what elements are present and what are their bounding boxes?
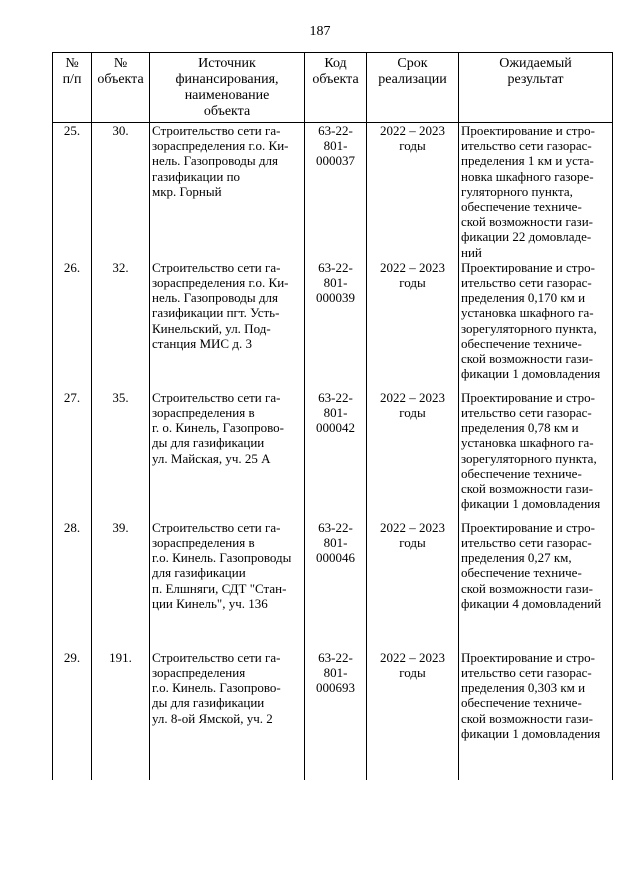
cell-line: ской возможности гази- [461, 710, 593, 726]
cell-line: пределения 1 км и уста- [461, 153, 594, 169]
cell-line: ской возможности гази- [461, 351, 593, 367]
cell-line: 000693 [316, 680, 355, 696]
cell-line: мкр. Горный [152, 183, 222, 199]
cell-line: Ожидаемый [499, 56, 572, 71]
cell-line: объекта [312, 72, 359, 87]
header-num [53, 53, 92, 123]
projects-table [52, 52, 613, 780]
object-number: 32. [92, 260, 150, 390]
cell-line: 000039 [316, 290, 355, 306]
cell-line: ды для газификации [152, 435, 265, 451]
table-row [53, 260, 613, 390]
expected-result [459, 123, 613, 260]
row-number: 29. [53, 650, 92, 780]
cell-line: зораспределения [152, 665, 246, 681]
implementation-term [367, 520, 459, 650]
expected-result [459, 650, 613, 780]
source-name [150, 390, 305, 520]
table-row [53, 390, 613, 520]
row-number: 27. [53, 390, 92, 520]
cell-line: 63-22- [318, 519, 353, 535]
row-number: 28. [53, 520, 92, 650]
cell-line: финансирования, [175, 72, 279, 87]
object-number: 39. [92, 520, 150, 650]
cell-line: станция МИС д. 3 [152, 335, 252, 351]
cell-line: 2022 – 2023 [380, 649, 445, 665]
cell-line: установка шкафного га- [461, 435, 594, 451]
cell-line: годы [399, 665, 426, 681]
row-number: 25. [53, 123, 92, 260]
cell-line: № [113, 56, 128, 71]
cell-line: Проектирование и стро- [461, 259, 595, 275]
table-row [53, 123, 613, 260]
object-code [305, 650, 367, 780]
cell-line: фикации 1 домовладения [461, 725, 601, 741]
cell-line: 63-22- [318, 389, 353, 405]
cell-line: обеспечение техниче- [461, 465, 582, 481]
cell-line: новка шкафного газоре- [461, 168, 594, 184]
row-number: 26. [53, 260, 92, 390]
object-number: 35. [92, 390, 150, 520]
cell-line: зораспределения г.о. Ки- [152, 138, 289, 154]
cell-line: ул. 8-ой Ямской, уч. 2 [152, 710, 273, 726]
cell-line: 000042 [316, 420, 355, 436]
cell-line: 63-22- [318, 123, 353, 138]
cell-line: 801- [323, 535, 348, 551]
cell-line: Строительство сети га- [152, 389, 281, 405]
cell-line: пределения 0,78 км и [461, 420, 579, 436]
cell-line: фикации 4 домовладений [461, 595, 602, 611]
cell-line: наименование [184, 88, 270, 103]
cell-line: 2022 – 2023 [380, 123, 445, 138]
cell-line: 000046 [316, 550, 355, 566]
cell-line: установка шкафного га- [461, 305, 594, 321]
object-code [305, 123, 367, 260]
implementation-term [367, 390, 459, 520]
cell-line: нель. Газопроводы для [152, 290, 278, 306]
cell-line: обеспечение техниче- [461, 565, 582, 581]
cell-line: п. Елшняги, СДТ "Стан- [152, 580, 287, 596]
cell-line: годы [399, 405, 426, 421]
cell-line: 63-22- [318, 259, 353, 275]
expected-result [459, 520, 613, 650]
table-row [53, 520, 613, 650]
cell-line: Проектирование и стро- [461, 519, 595, 535]
cell-line: ительство сети газорас- [461, 275, 592, 291]
source-name [150, 123, 305, 260]
object-code [305, 520, 367, 650]
cell-line: результат [507, 72, 564, 87]
table-row [53, 650, 613, 780]
cell-line: фикации 22 домовладе- [461, 229, 592, 245]
cell-line: Проектирование и стро- [461, 389, 595, 405]
object-code [305, 260, 367, 390]
cell-line: зораспределения г.о. Ки- [152, 275, 289, 291]
cell-line: ний [461, 244, 482, 260]
cell-line: Строительство сети га- [152, 649, 281, 665]
cell-line: 2022 – 2023 [380, 519, 445, 535]
cell-line: зорегуляторного пункта, [461, 450, 597, 466]
cell-line: реализации [378, 72, 447, 87]
cell-line: годы [399, 535, 426, 551]
cell-line: Код [324, 56, 347, 71]
cell-line: обеспечение техниче- [461, 335, 582, 351]
cell-line: ительство сети газорас- [461, 138, 592, 154]
cell-line: 801- [323, 138, 348, 154]
cell-line: ул. Майская, уч. 25 А [152, 450, 271, 466]
cell-line: пределения 0,27 км, [461, 550, 572, 566]
table-body [53, 123, 613, 780]
expected-result [459, 390, 613, 520]
header-code [305, 53, 367, 123]
cell-line: 63-22- [318, 649, 353, 665]
cell-line: ской возможности гази- [461, 481, 593, 497]
cell-line: пределения 0,170 км и [461, 290, 586, 306]
implementation-term [367, 123, 459, 260]
source-name [150, 520, 305, 650]
table-header-row [53, 53, 613, 123]
cell-line: фикации 1 домовладения [461, 366, 601, 382]
cell-line: 801- [323, 275, 348, 291]
cell-line: для газификации [152, 565, 246, 581]
object-code [305, 390, 367, 520]
cell-line: 2022 – 2023 [380, 389, 445, 405]
cell-line: ительство сети газорас- [461, 665, 592, 681]
cell-line: объекта [203, 104, 251, 119]
cell-line: п/п [62, 72, 82, 87]
cell-line: Срок [397, 56, 428, 71]
cell-line: объекта [97, 72, 144, 87]
cell-line: № [65, 56, 79, 71]
cell-line: Проектирование и стро- [461, 649, 595, 665]
cell-line: фикации 1 домовладения [461, 496, 601, 512]
cell-line: ительство сети газорас- [461, 535, 592, 551]
header-source [150, 53, 305, 123]
cell-line: 801- [323, 665, 348, 681]
cell-line: газификации пгт. Усть- [152, 305, 280, 321]
cell-line: 2022 – 2023 [380, 259, 445, 275]
cell-line: обеспечение техниче- [461, 695, 582, 711]
cell-line: годы [399, 275, 426, 291]
page-number: 187 [309, 24, 331, 39]
cell-line: обеспечение техниче- [461, 199, 582, 215]
cell-line: г.о. Кинель. Газопроводы [152, 550, 292, 566]
cell-line: Кинельский, ул. Под- [152, 320, 271, 336]
cell-line: газификации по [152, 168, 241, 184]
header-object-number [92, 53, 150, 123]
cell-line: Строительство сети га- [152, 519, 281, 535]
cell-line: Источник [198, 56, 256, 71]
cell-line: г.о. Кинель. Газопрово- [152, 680, 281, 696]
cell-line: г. о. Кинель, Газопрово- [152, 420, 284, 436]
cell-line: ительство сети газорас- [461, 405, 592, 421]
cell-line: ской возможности гази- [461, 580, 593, 596]
cell-line: Проектирование и стро- [461, 123, 595, 138]
cell-line: ской возможности гази- [461, 214, 593, 230]
object-number: 30. [92, 123, 150, 260]
source-name [150, 260, 305, 390]
header-result [459, 53, 613, 123]
implementation-term [367, 650, 459, 780]
cell-line: Строительство сети га- [152, 123, 281, 138]
expected-result [459, 260, 613, 390]
cell-line: зораспределения в [152, 405, 255, 421]
cell-line: пределения 0,303 км и [461, 680, 586, 696]
cell-line: годы [399, 138, 426, 154]
cell-line: ды для газификации [152, 695, 265, 711]
cell-line: ции Кинель", уч. 136 [152, 595, 268, 611]
cell-line: зорегуляторного пункта, [461, 320, 597, 336]
implementation-term [367, 260, 459, 390]
cell-line: зораспределения в [152, 535, 255, 551]
cell-line: 801- [323, 405, 348, 421]
cell-line: нель. Газопроводы для [152, 153, 278, 169]
cell-line: 000037 [316, 153, 355, 169]
cell-line: Строительство сети га- [152, 259, 281, 275]
cell-line: гуляторного пункта, [461, 183, 573, 199]
object-number: 191. [92, 650, 150, 780]
header-term [367, 53, 459, 123]
source-name [150, 650, 305, 780]
